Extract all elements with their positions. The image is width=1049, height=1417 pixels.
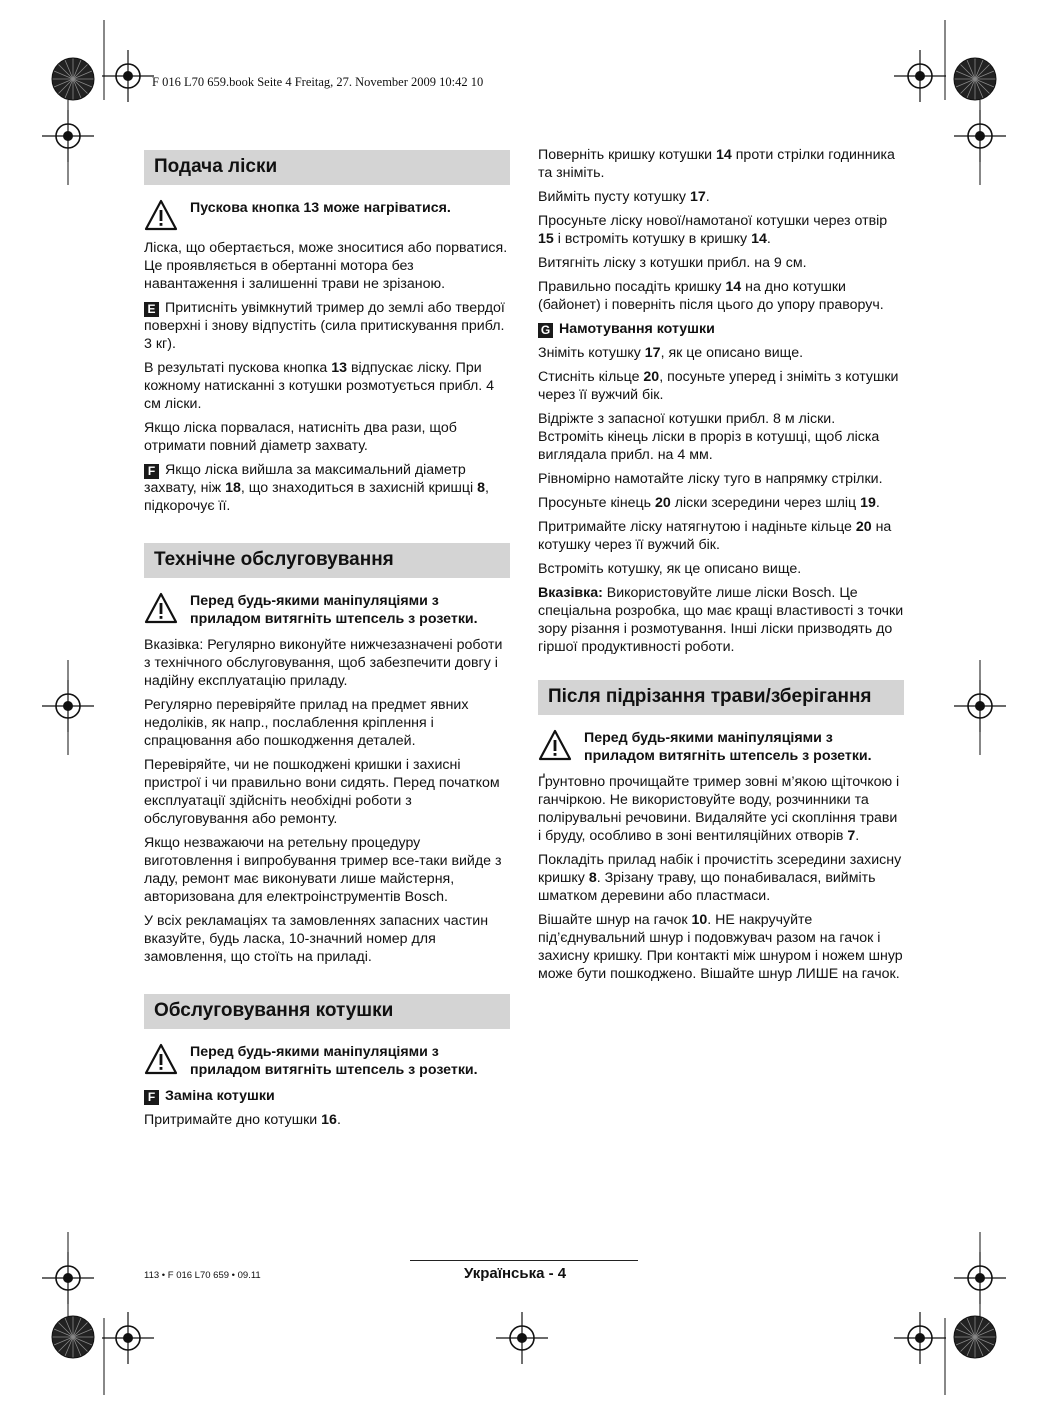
right-column [538, 146, 904, 989]
warning-block [144, 199, 510, 231]
paragraph: Стисніть кільце 20, посуньте уперед і зніміть з котушки через її вужчий бік. [538, 369, 899, 403]
warning-triangle-icon [144, 1043, 178, 1075]
warning-triangle-icon [144, 592, 178, 624]
figure-label: G [538, 323, 553, 338]
paragraph: Вийміть пусту котушку 17. [538, 189, 710, 205]
paragraph: E Притисніть увімкнутий тример до землі або твердої поверхні і знову відпустіть (сила притискування прибл. 3 кг). [144, 300, 505, 352]
page-number: Українська - 4 [464, 1265, 567, 1282]
paragraph: Покладіть прилад набік і прочистіть зсередини захисну кришку 8. Зрізану траву, що понабивалася, вийміть шматком деревини або пластмаси. [538, 852, 902, 904]
warning-block [144, 592, 510, 628]
paragraph: F Якщо ліска вийшла за максимальний діаметр захвату, ніж 18, що знаходиться в захисній кришці 8, підкорочує її. [144, 462, 489, 514]
paragraph: Витягніть ліску з котушки прибл. на 9 см. [538, 255, 807, 271]
paragraph: Просуньте кінець 20 ліски зсередини через шліц 19. [538, 495, 880, 511]
paragraph: У всіх рекламаціях та замовленнях запасних частин вказуйте, будь ласка, 10-значний номер для замовлення, що стоїть на приладі. [144, 913, 489, 965]
paragraph: Якщо незважаючи на ретельну процедуру виготовлення і випробування тример все-таки вийде з ладу, ремонт має виконувати лише майстерня, авторизована для електроінструментів Bosch. [144, 835, 502, 905]
paragraph: Встроміть котушку, як це описано вище. [538, 561, 802, 577]
paragraph: Правильно посадіть кришку 14 на дно котушки (байонет) і поверніть після цього до упору праворуч. [538, 279, 884, 313]
paragraph: Відріжте з запасної котушки прибл. 8 м ліски. Встроміть кінець ліски в проріз в котушці, щоб ліска виглядала прибл. на 4 мм. [538, 411, 880, 463]
warning-block [538, 729, 904, 765]
section-title-spool-service: Обслуговування котушки [144, 994, 510, 1029]
warning-triangle-icon [144, 199, 178, 231]
paragraph: Рівномірно намотайте ліску туго в напрямку стрілки. [538, 471, 883, 487]
paragraph: Поверніть кришку котушки 14 проти стрілки годинника та зніміть. [538, 147, 895, 181]
figure-label: F [144, 464, 159, 479]
paragraph: Притримайте дно котушки 16. [144, 1112, 341, 1128]
paragraph: Регулярно перевіряйте прилад на предмет явних недоліків, як напр., послаблення кріплення і спрацювання або пошкодження деталей. [144, 697, 469, 749]
warning-text: Перед будь-якими маніпуляціями з приладом витягніть штепсель з розетки. [190, 1044, 478, 1078]
paragraph: Просуньте ліску нової/намотаної котушки через отвір 15 і встроміть котушку в кришку 14. [538, 213, 888, 247]
left-column [144, 150, 510, 1135]
footer-code: 113 • F 016 L70 659 • 09.11 [144, 1270, 261, 1281]
figure-label: E [144, 302, 159, 317]
paragraph: Вказівка: Регулярно виконуйте нижчезазначені роботи з технічного обслуговування, щоб забезпечити довгу і надійну експлуатацію приладу. [144, 637, 503, 689]
paragraph: Вішайте шнур на гачок 10. НЕ накручуйте під’єднувальний шнур і подовжувач разом на гачок і захисну кришку. При контакті між шнуром і ножем шнур може бути пошкоджено. Вішайте шнур ЛИШЕ на гачок. [538, 912, 903, 982]
warning-triangle-icon [538, 729, 572, 761]
section-title-maintenance: Технічне обслуговування [144, 543, 510, 578]
figure-label: F [144, 1090, 159, 1105]
warning-block [144, 1043, 510, 1079]
paragraph: Перевіряйте, чи не пошкоджені кришки і захисні пристрої і чи правильно вони сидять. Перед початком експлуатації здійсніть необхідні роботи з обслуговування або ремонту. [144, 757, 500, 827]
paragraph: Зніміть котушку 17, як це описано вище. [538, 345, 804, 361]
warning-text: Пускова кнопка 13 може нагріватися. [190, 200, 451, 216]
subheading: G Намотування котушки [538, 320, 904, 338]
section-title-after-trimming: Після підрізання трави/зберігання [538, 680, 904, 715]
warning-text: Перед будь-якими маніпуляціями з приладом витягніть штепсель з розетки. [584, 730, 872, 764]
warning-text: Перед будь-якими маніпуляціями з приладом витягніть штепсель з розетки. [190, 593, 478, 627]
paragraph: Притримайте ліску натягнутою і надіньте кільце 20 на котушку через її вужчий бік. [538, 519, 892, 553]
paragraph: Якщо ліска порвалася, натисніть два рази, щоб отримати повний діаметр захвату. [144, 420, 457, 454]
print-header: F 016 L70 659.book Seite 4 Freitag, 27. November 2009 10:42 10 [152, 75, 484, 89]
subheading: F Заміна котушки [144, 1087, 510, 1105]
section-title-line-feed: Подача ліски [144, 150, 510, 185]
paragraph: Ґрунтовно прочищайте тример зовні м’якою щіточкою і ганчіркою. Не використовуйте воду, розчинники та полірувальні речовини. Видаляйте усі скопління трави і бруду, особливо в зоні вентиляційних отворів 7. [538, 774, 900, 844]
paragraph: Вказівка: Використовуйте лише ліски Bosch. Це спеціальна розробка, що має кращі властивості з точки зору різання і розмотування. Інші ліски призводять до гіршої продуктивності роботи. [538, 585, 904, 655]
footer-divider [410, 1260, 638, 1261]
paragraph: В результаті пускова кнопка 13 відпускає ліску. При кожному натисканні з котушки розмотується прибл. 4 см ліски. [144, 360, 495, 412]
paragraph: Ліска, що обертається, може зноситися або порватися. Це проявляється в обертанні мотора без навантаження і залишенні трави не зрізаною. [144, 240, 508, 292]
